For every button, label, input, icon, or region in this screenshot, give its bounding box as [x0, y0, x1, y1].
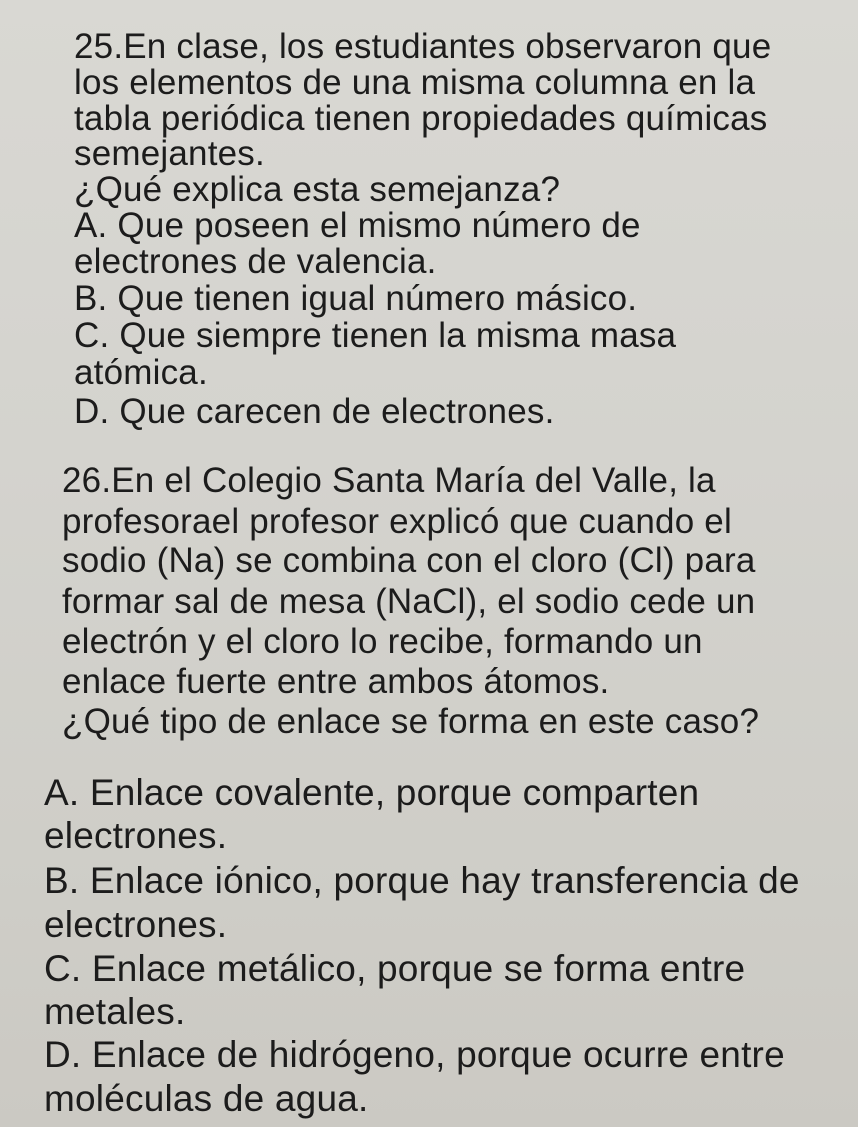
question-26-stem-line: sodio (Na) se combina con el cloro (Cl) para	[62, 541, 756, 580]
question-25-option-a-cont: electrones de valencia.	[74, 242, 437, 281]
question-26-stem-line: 26.En el Colegio Santa María del Valle, la	[62, 461, 716, 500]
question-25-option-b: B. Que tienen igual número másico.	[74, 279, 638, 318]
question-25-option-c: C. Que siempre tienen la misma masa	[74, 316, 677, 355]
question-25-stem-line: tabla periódica tienen propiedades químicas	[74, 99, 768, 138]
question-25-option-d: D. Que carecen de electrones.	[74, 392, 555, 431]
question-26-stem-line: enlace fuerte entre ambos átomos.	[62, 662, 610, 701]
question-26-option-a: A. Enlace covalente, porque comparten	[44, 772, 700, 813]
question-26-option-c-cont: metales.	[44, 991, 186, 1032]
question-26-option-b-cont: electrones.	[44, 904, 228, 945]
question-26-prompt: ¿Qué tipo de enlace se forma en este caso?	[62, 702, 760, 741]
question-26-option-d: D. Enlace de hidrógeno, porque ocurre entre	[44, 1034, 785, 1075]
question-26-option-d-cont: moléculas de agua.	[44, 1078, 369, 1119]
question-26-stem-line: profesorael profesor explicó que cuando el	[62, 502, 732, 541]
question-25-prompt: ¿Qué explica esta semejanza?	[74, 170, 561, 209]
question-25-option-c-cont: atómica.	[74, 353, 208, 392]
question-25-stem-line: semejantes.	[74, 134, 265, 173]
question-25-stem-line: 25.En clase, los estudiantes observaron que	[74, 27, 772, 66]
question-26-option-c: C. Enlace metálico, porque se forma entre	[44, 948, 746, 989]
question-25-stem-line: los elementos de una misma columna en la	[74, 63, 756, 102]
question-25-option-a: A. Que poseen el mismo número de	[74, 206, 641, 245]
question-26-option-b: B. Enlace iónico, porque hay transferencia de	[44, 860, 800, 901]
question-26-stem-line: formar sal de mesa (NaCl), el sodio cede un	[62, 582, 756, 621]
question-26-option-a-cont: electrones.	[44, 815, 228, 856]
question-26-stem-line: electrón y el cloro lo recibe, formando un	[62, 622, 703, 661]
